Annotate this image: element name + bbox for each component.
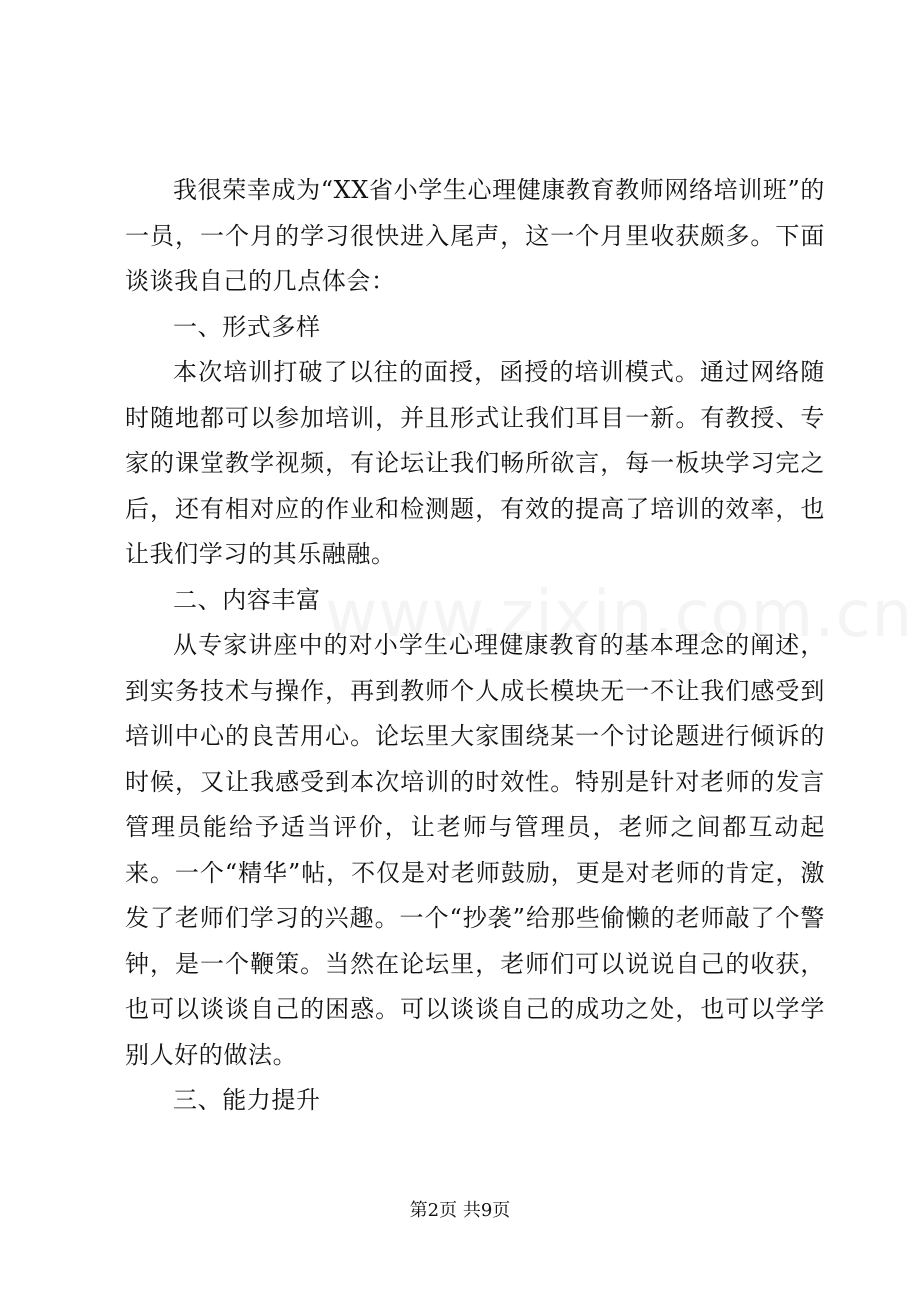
- section-1-paragraph: 本次培训打破了以往的面授，函授的培训模式。通过网络随时随地都可以参加培训，并且形式让我们耳目一新。有教授、专家的课堂教学视频，有论坛让我们畅所欲言，每一板块学习完之后，还有相对应的作业和检测题，有效的提高了培训的效率，也让我们学习的其乐融融。: [125, 358, 825, 568]
- page-footer: 第2页 共9页: [409, 1200, 511, 1221]
- section-heading-1: 一、形式多样: [173, 312, 321, 341]
- document-body: [125, 168, 825, 1124]
- section-heading-3: 三、能力提升: [173, 1086, 321, 1114]
- section-2-paragraph: 从专家讲座中的对小学生心理健康教育的基本理念的阐述，到实务技术与操作，再到教师个人成长模块无一不让我们感受到培训中心的良苦用心。论坛里大家围绕某一个讨论题进行倾诉的时候，又让我感受到本次培训的时效性。特别是针对老师的发言管理员能给予适当评价，让老师与管理员，老师之间都互动起来。一个“精华”帖，不仅是对老师鼓励，更是对老师的肯定，激发了老师们学习的兴趣。一个“抄袭”给那些偷懒的老师敲了个警钟，是一个鞭策。当然在论坛里，老师们可以说说自己的收获，也可以谈谈自己的困惑。可以谈谈自己的成功之处，也可以学学别人好的做法。: [125, 631, 825, 1069]
- section-heading-2: 二、内容丰富: [173, 585, 321, 614]
- intro-paragraph: 我很荣幸成为“XX省小学生心理健康教育教师网络培训班”的一员，一个月的学习很快进入尾声，这一个月里收获颇多。下面谈谈我自己的几点体会：: [125, 176, 825, 295]
